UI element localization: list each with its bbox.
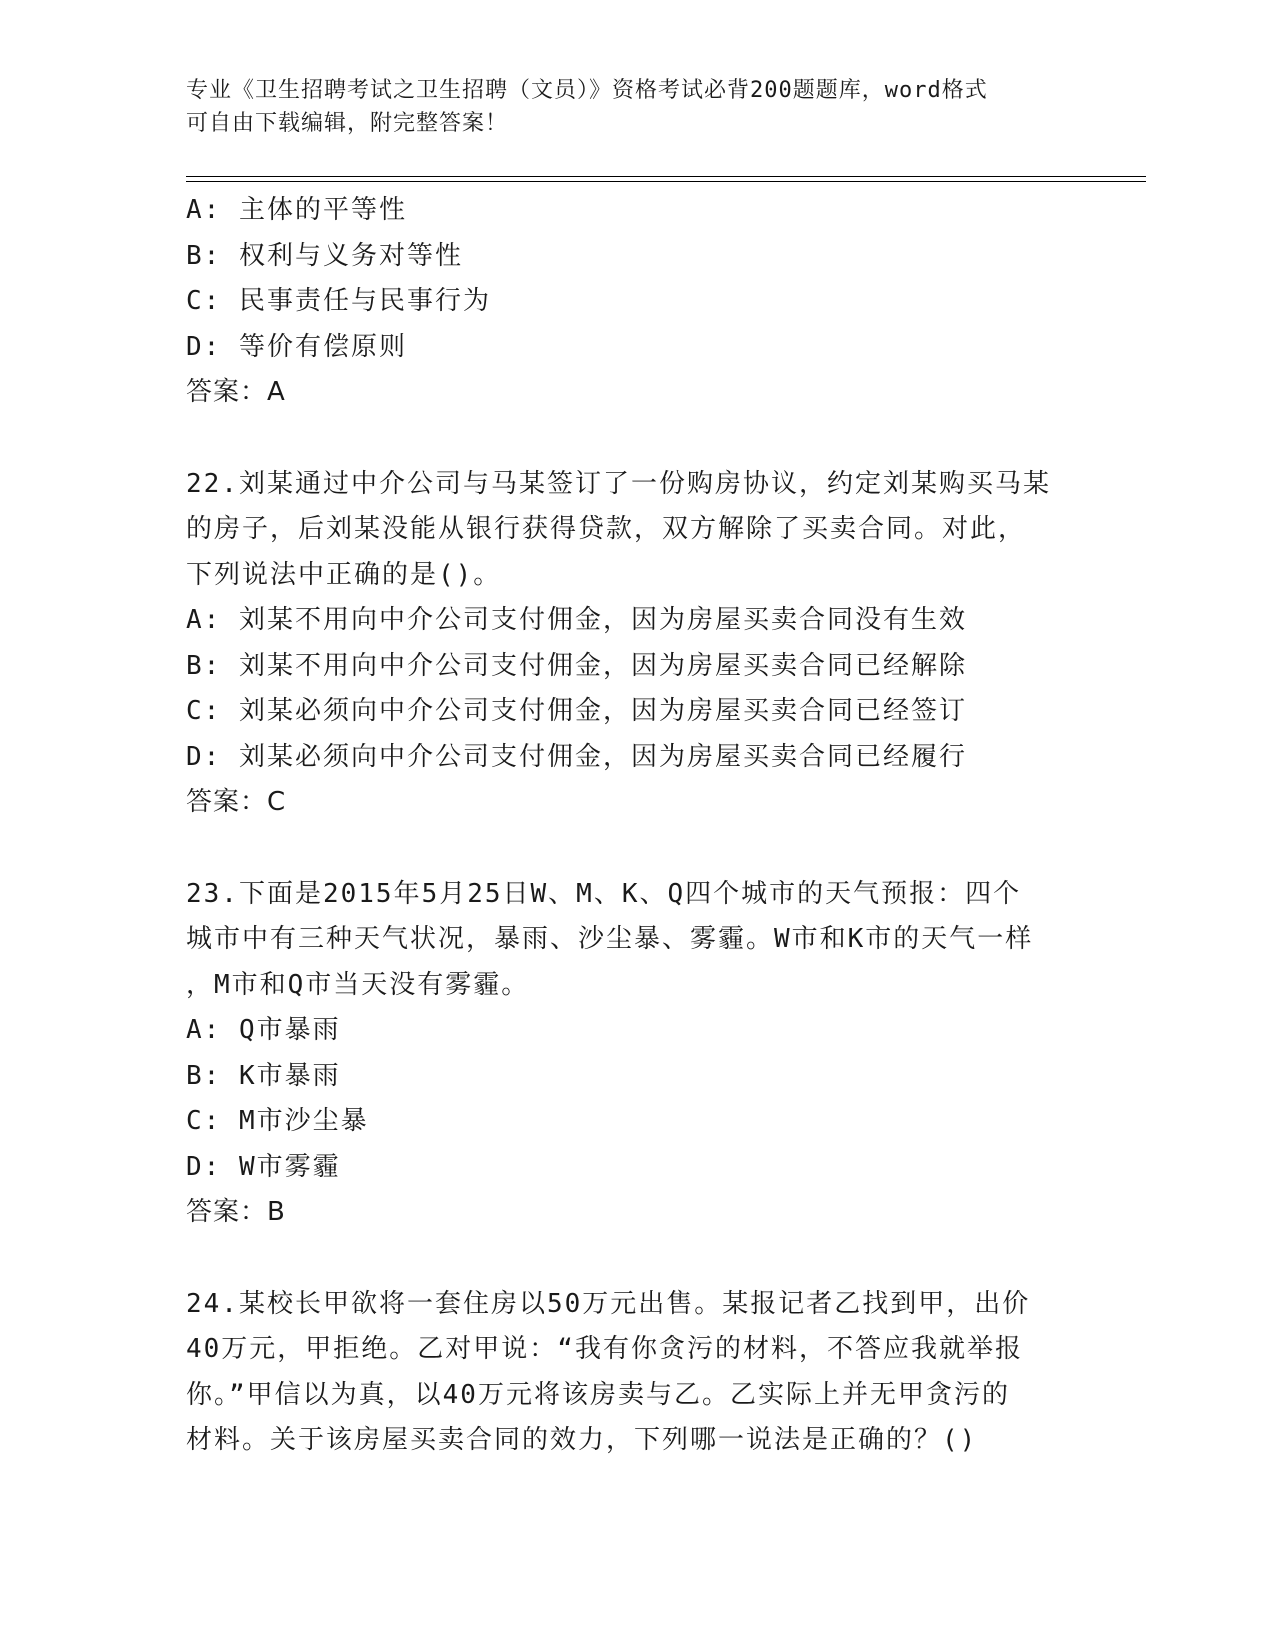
header-line-2: 可自由下载编辑，附完整答案！ [186,111,509,136]
question-stem-line: 你。”甲信以为真，以40万元将该房卖与乙。乙实际上并无甲贪污的 [186,1379,1010,1410]
question-stem-line: 下列说法中正确的是()。 [186,559,502,590]
spacer [186,1236,1086,1282]
header-divider-top [186,176,1146,177]
question-22-block [186,462,1086,826]
question-stem-line: 23.下面是2015年5月25日W、M、K、Q四个城市的天气预报：四个 [186,878,1022,909]
answer-line: 答案：A [186,377,286,407]
document-header [186,74,1066,140]
option-c: C: 民事责任与民事行为 [186,286,491,316]
option-a: A: Q市暴雨 [186,1015,341,1045]
question-stem-line: 材料。关于该房屋买卖合同的效力，下列哪一说法是正确的？() [186,1425,978,1455]
question-content [186,188,1086,1464]
question-23-block [186,872,1086,1236]
question-stem-line: 24.某校长甲欲将一套住房以50万元出售。某报记者乙找到甲，出价 [186,1288,1031,1319]
question-21-block [186,188,1086,416]
question-stem-line: 城市中有三种天气状况，暴雨、沙尘暴、雾霾。W市和K市的天气一样 [186,924,1034,954]
question-stem-line: 40万元，甲拒绝。乙对甲说：“我有你贪污的材料，不答应我就举报 [186,1334,1023,1364]
spacer [186,416,1086,462]
option-b: B: 刘某不用向中介公司支付佣金，因为房屋买卖合同已经解除 [186,650,967,681]
option-c: C: M市沙尘暴 [186,1106,369,1136]
header-line-1: 专业《卫生招聘考试之卫生招聘（文员）》资格考试必背200题题库，word格式 [186,78,988,103]
option-a: A: 主体的平等性 [186,195,407,225]
question-stem-line: 22.刘某通过中介公司与马某签订了一份购房协议，约定刘某购买马某 [186,468,1051,499]
question-stem-line: 的房子，后刘某没能从银行获得贷款，双方解除了买卖合同。对此， [186,514,1027,544]
option-b: B: K市暴雨 [186,1060,341,1091]
question-24-block [186,1282,1086,1464]
answer-line: 答案：B [186,1197,286,1227]
question-stem-line: ，M市和Q市当天没有雾霾。 [186,969,530,1000]
option-d: D: 刘某必须向中介公司支付佣金，因为房屋买卖合同已经履行 [186,741,967,772]
answer-line: 答案：C [186,787,287,817]
spacer [186,826,1086,872]
header-divider-bottom [186,181,1146,182]
option-d: D: W市雾霾 [186,1151,341,1182]
option-a: A: 刘某不用向中介公司支付佣金，因为房屋买卖合同没有生效 [186,605,967,635]
option-c: C: 刘某必须向中介公司支付佣金，因为房屋买卖合同已经签订 [186,696,967,726]
option-b: B: 权利与义务对等性 [186,240,463,271]
option-d: D: 等价有偿原则 [186,331,407,362]
